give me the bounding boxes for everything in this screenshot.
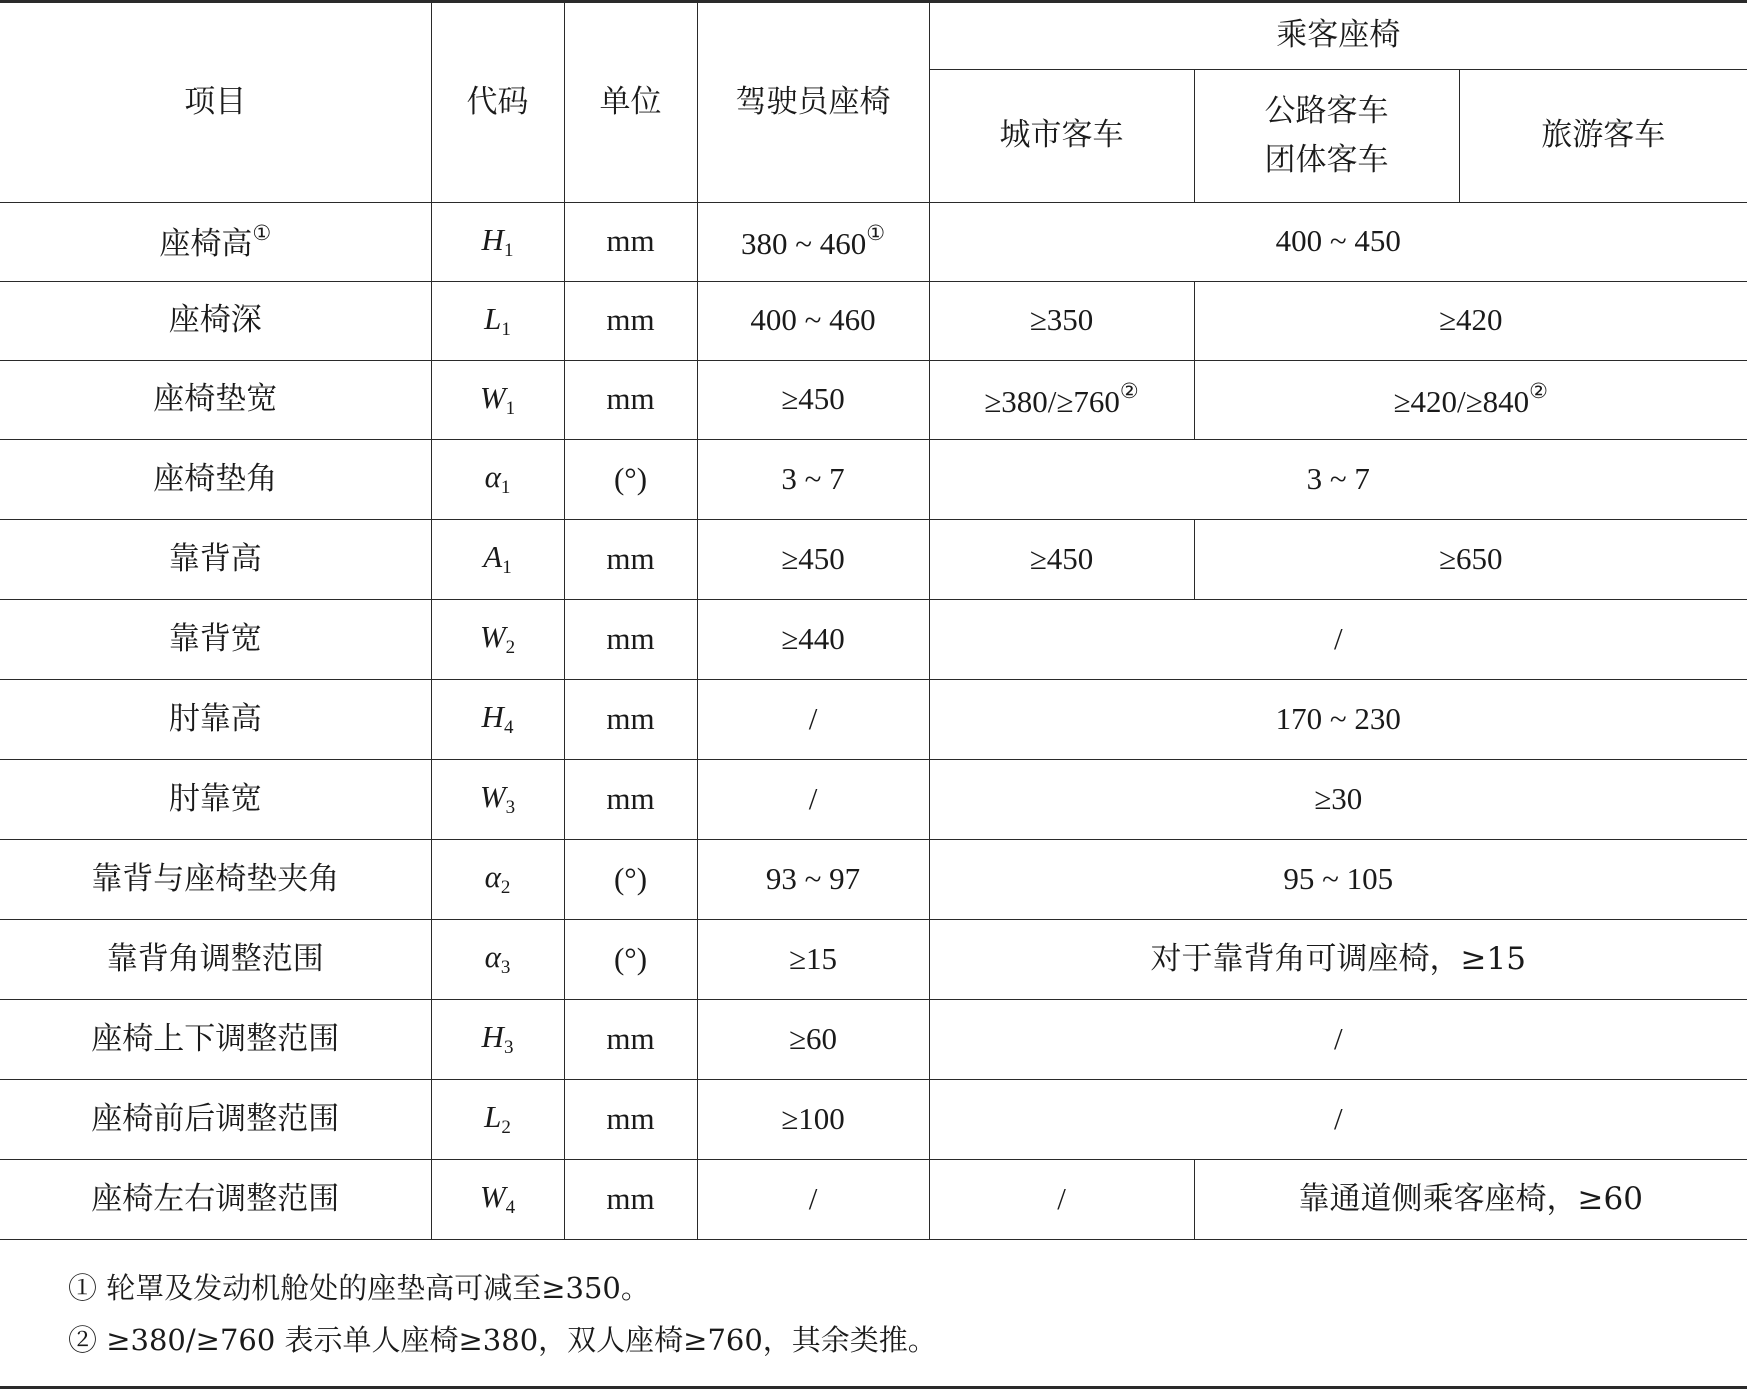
- row-unit-cell: (°): [564, 439, 697, 519]
- footnote-2: ② ≥380/≥760 表示单人座椅≥380，双人座椅≥760，其余类推。: [68, 1323, 937, 1357]
- row-item-cell: 肘靠高: [0, 679, 431, 759]
- row-driver-cell: 380 ~ 460①: [697, 202, 929, 281]
- row-code-cell: $A_1$: [431, 519, 564, 599]
- row-unit-cell: mm: [564, 759, 697, 839]
- row-driver-cell: 93 ~ 97: [697, 839, 929, 919]
- row-city-cell: /: [929, 1159, 1194, 1239]
- row-code-cell: $L_2$: [431, 1079, 564, 1159]
- row-passenger-cell: /: [929, 1079, 1747, 1159]
- row-code-cell: $\alpha_1$: [431, 439, 564, 519]
- table-row: [0, 919, 1747, 999]
- row-driver-cell: /: [697, 1159, 929, 1239]
- row-driver-cell: ≥450: [697, 360, 929, 439]
- row-passenger-cell: 对于靠背角可调座椅，≥15: [929, 919, 1747, 999]
- footnote-marker: ①: [252, 220, 272, 245]
- row-unit-cell: mm: [564, 1159, 697, 1239]
- table-row: [0, 360, 1747, 439]
- row-passenger-cell: 400 ~ 450: [929, 202, 1747, 281]
- row-code-cell: $H_3$: [431, 999, 564, 1079]
- row-unit-cell: mm: [564, 1079, 697, 1159]
- row-item-cell: 靠背高: [0, 519, 431, 599]
- row-item-cell: 座椅上下调整范围: [0, 999, 431, 1079]
- row-unit-cell: mm: [564, 519, 697, 599]
- row-passenger-cell: /: [929, 999, 1747, 1079]
- header-group-bus: 团体客车: [1264, 141, 1389, 178]
- row-code-cell: $\alpha_3$: [431, 919, 564, 999]
- row-passenger-cell: 3 ~ 7: [929, 439, 1747, 519]
- header-highway-group-bus: [1194, 69, 1459, 202]
- row-item-cell: 靠背与座椅垫夹角: [0, 839, 431, 919]
- row-item-cell: 肘靠宽: [0, 759, 431, 839]
- row-unit-cell: mm: [564, 281, 697, 360]
- row-passenger-cell: ≥30: [929, 759, 1747, 839]
- table-row: [0, 599, 1747, 679]
- row-driver-cell: ≥440: [697, 599, 929, 679]
- table-row: [0, 759, 1747, 839]
- row-unit-cell: mm: [564, 360, 697, 439]
- row-driver-cell: ≥60: [697, 999, 929, 1079]
- header-passenger-seat: 乘客座椅: [929, 3, 1747, 69]
- row-item-cell: 座椅深: [0, 281, 431, 360]
- row-passenger-cell: /: [929, 599, 1747, 679]
- row-driver-cell: /: [697, 759, 929, 839]
- header-row-1: [0, 3, 1747, 69]
- row-city-cell: ≥450: [929, 519, 1194, 599]
- row-unit-cell: mm: [564, 679, 697, 759]
- row-unit-cell: (°): [564, 919, 697, 999]
- row-highway-tour-cell: 靠通道侧乘客座椅，≥60: [1194, 1159, 1747, 1239]
- table-row: [0, 1079, 1747, 1159]
- row-highway-tour-cell: ≥420: [1194, 281, 1747, 360]
- footnotes: [68, 1262, 937, 1366]
- row-unit-cell: (°): [564, 839, 697, 919]
- row-item-cell: 座椅垫宽: [0, 360, 431, 439]
- row-unit-cell: mm: [564, 999, 697, 1079]
- row-driver-cell: 400 ~ 460: [697, 281, 929, 360]
- bottom-rule: [0, 1386, 1747, 1389]
- row-driver-cell: ≥100: [697, 1079, 929, 1159]
- header-code: 代码: [431, 3, 564, 202]
- row-highway-tour-cell: ≥650: [1194, 519, 1747, 599]
- row-item-cell: 靠背宽: [0, 599, 431, 679]
- row-driver-cell: 3 ~ 7: [697, 439, 929, 519]
- footnote-1: ① 轮罩及发动机舱处的座垫高可减至≥350。: [68, 1271, 650, 1305]
- row-driver-cell: /: [697, 679, 929, 759]
- header-highway-bus: 公路客车: [1264, 93, 1389, 130]
- row-item-cell: 座椅高①: [0, 202, 431, 281]
- table-row: [0, 679, 1747, 759]
- seat-dimension-table: [0, 3, 1747, 1240]
- row-item-cell: 座椅垫角: [0, 439, 431, 519]
- row-code-cell: $H_1$: [431, 202, 564, 281]
- header-city-bus: 城市客车: [929, 69, 1194, 202]
- header-tour-bus: 旅游客车: [1459, 69, 1747, 202]
- row-item-cell: 靠背角调整范围: [0, 919, 431, 999]
- row-item-cell: 座椅前后调整范围: [0, 1079, 431, 1159]
- table-row: [0, 1159, 1747, 1239]
- row-unit-cell: mm: [564, 202, 697, 281]
- header-unit: 单位: [564, 3, 697, 202]
- table-row: [0, 999, 1747, 1079]
- table-row: [0, 439, 1747, 519]
- row-code-cell: $W_1$: [431, 360, 564, 439]
- row-highway-tour-cell: ≥420/≥840②: [1194, 360, 1747, 439]
- row-passenger-cell: 95 ~ 105: [929, 839, 1747, 919]
- header-item: 项目: [0, 3, 431, 202]
- row-code-cell: $\alpha_2$: [431, 839, 564, 919]
- footnote-marker: ②: [1119, 378, 1139, 403]
- table-row: [0, 519, 1747, 599]
- row-city-cell: ≥350: [929, 281, 1194, 360]
- row-item-cell: 座椅左右调整范围: [0, 1159, 431, 1239]
- row-driver-cell: ≥15: [697, 919, 929, 999]
- header-driver-seat: 驾驶员座椅: [697, 3, 929, 202]
- row-code-cell: $W_4$: [431, 1159, 564, 1239]
- row-code-cell: $W_3$: [431, 759, 564, 839]
- row-code-cell: $L_1$: [431, 281, 564, 360]
- row-city-cell: ≥380/≥760②: [929, 360, 1194, 439]
- row-unit-cell: mm: [564, 599, 697, 679]
- row-code-cell: $W_2$: [431, 599, 564, 679]
- table-row: [0, 839, 1747, 919]
- table-row: [0, 202, 1747, 281]
- row-code-cell: $H_4$: [431, 679, 564, 759]
- table-row: [0, 281, 1747, 360]
- footnote-marker: ①: [866, 220, 886, 245]
- footnote-marker: ②: [1529, 378, 1548, 403]
- row-driver-cell: ≥450: [697, 519, 929, 599]
- row-passenger-cell: 170 ~ 230: [929, 679, 1747, 759]
